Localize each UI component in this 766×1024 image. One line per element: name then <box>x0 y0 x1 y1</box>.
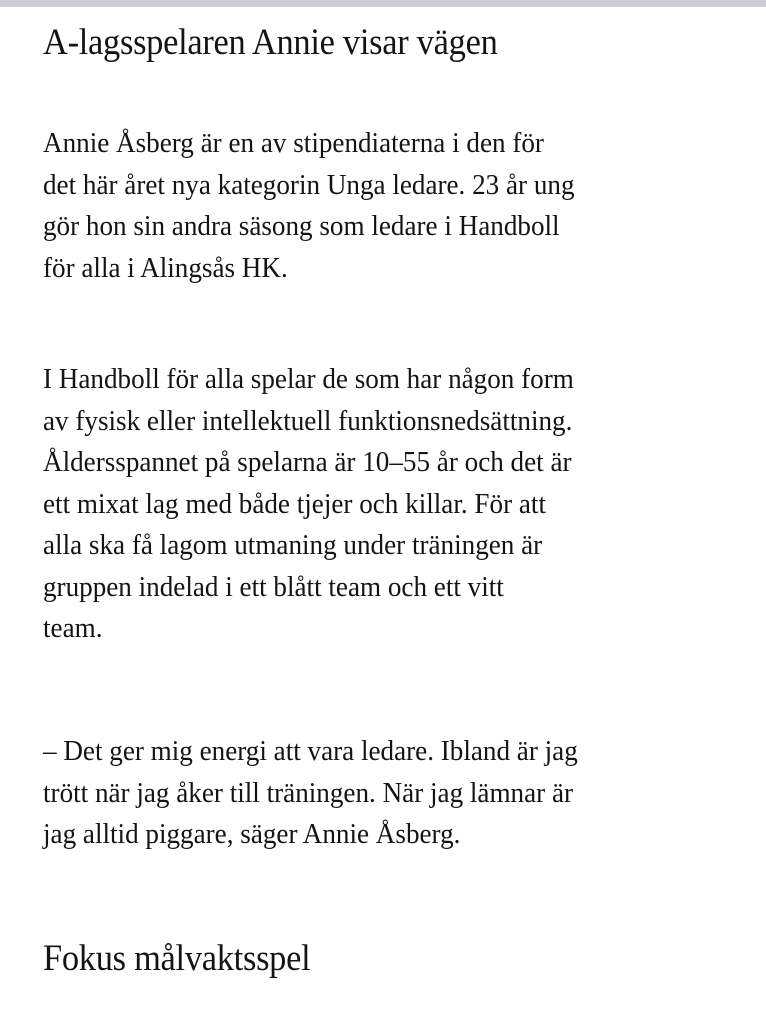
section-heading: A-lagsspelaren Annie visar vägen <box>43 22 498 63</box>
text-line: jag alltid piggare, säger Annie Åsberg. <box>43 818 461 850</box>
text-line: för alla i Alingsås HK. <box>43 251 288 284</box>
text-line: – Det ger mig energi att vara ledare. Ibland är jag <box>43 735 578 767</box>
text-line: team. <box>43 612 103 644</box>
text-line: I Handboll för alla spelar de som har någon form <box>43 363 574 395</box>
paragraph-team-description <box>43 359 754 650</box>
paragraph-quote <box>43 731 754 856</box>
text-line: gör hon sin andra säsong som ledare i Handboll <box>43 210 560 242</box>
top-scroll-edge <box>0 0 766 7</box>
text-line: trött när jag åker till träningen. När jag lämnar är <box>43 776 574 809</box>
text-line: gruppen indelad i ett blått team och ett vitt <box>43 570 504 603</box>
section-heading: Fokus målvaktsspel <box>43 938 311 979</box>
text-line: det här året nya kategorin Unga ledare. 23 år ung <box>43 168 575 201</box>
text-line: ett mixat lag med både tjejer och killar. För att <box>43 487 546 520</box>
text-line: av fysisk eller intellektuell funktionsnedsättning. <box>43 404 573 437</box>
text-line: Åldersspannet på spelarna är 10–55 år och det är <box>43 446 572 478</box>
text-line: alla ska få lagom utmaning under träningen är <box>43 529 543 561</box>
paragraph-intro <box>43 123 754 289</box>
text-line: Annie Åsberg är en av stipendiaterna i den för <box>43 127 544 159</box>
